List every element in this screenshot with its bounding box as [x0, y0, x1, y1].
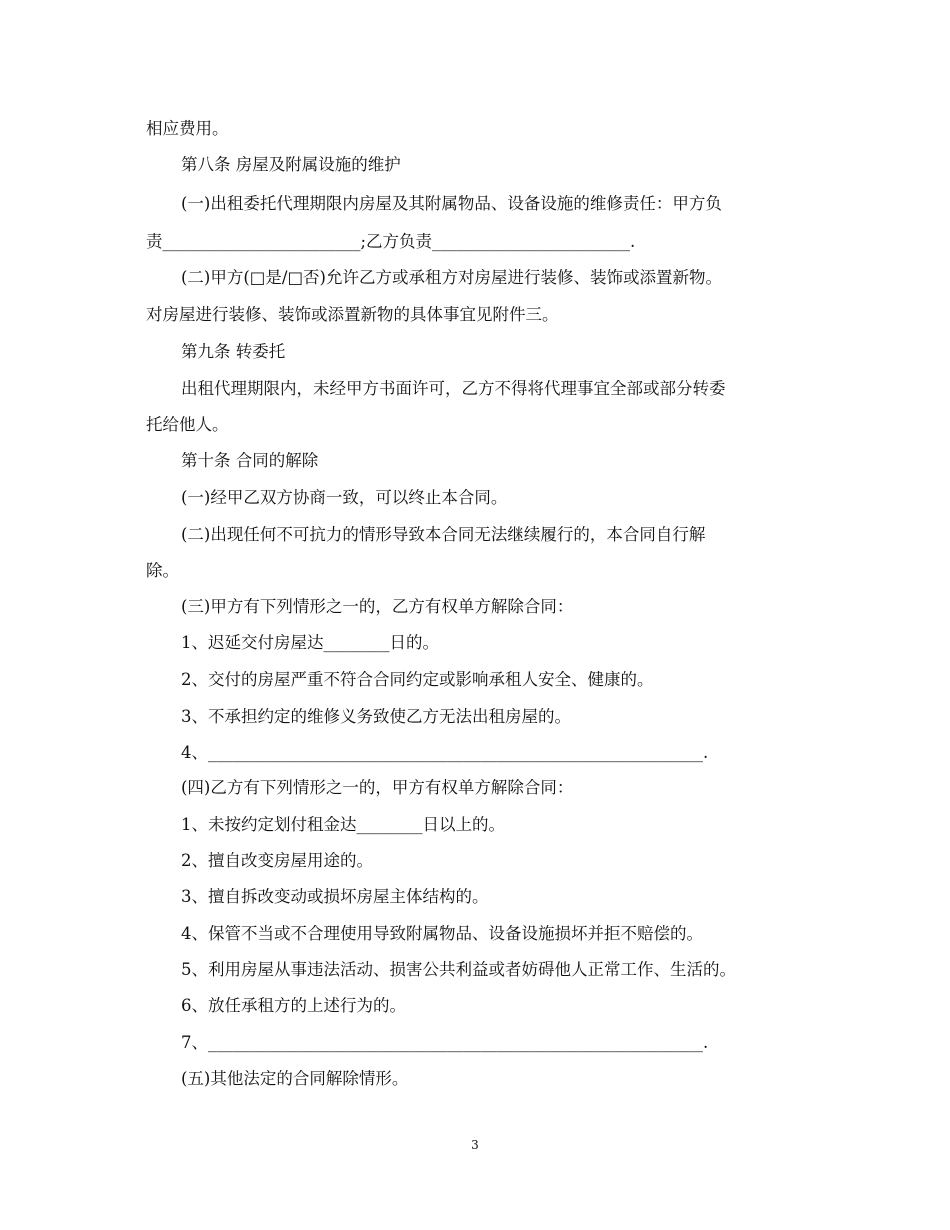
paragraph-line: (四)乙方有下列情形之一的，甲方有权单方解除合同：: [181, 778, 574, 797]
list-item: 3、不承担约定的维修义务致使乙方无法出租房屋的。: [181, 707, 571, 726]
list-item: 1、迟延交付房屋达________日的。: [181, 633, 439, 652]
list-item: 3、擅自拆改变动或损坏房屋主体结构的。: [181, 887, 489, 906]
paragraph-line: (三)甲方有下列情形之一的，乙方有权单方解除合同：: [181, 597, 574, 616]
paragraph-line: (五)其他法定的合同解除情形。: [181, 1069, 409, 1088]
paragraph-line: (一)出租委托代理期限内房屋及其附属物品、设备设施的维修责任：甲方负: [181, 194, 722, 213]
list-item: 5、利用房屋从事违法活动、损害公共利益或者妨碍他人正常工作、生活的。: [181, 960, 736, 979]
list-item: 6、放任承租方的上述行为的。: [181, 996, 406, 1015]
list-item: 2、擅自改变房屋用途的。: [181, 851, 373, 870]
section-heading-article-10: 第十条 合同的解除: [181, 451, 319, 470]
paragraph-line: (二)甲方(□是/□否)允许乙方或承租方对房屋进行装修、装饰或添置新物。: [181, 268, 722, 287]
page-number: 3: [471, 1138, 479, 1152]
list-item: 4、保管不当或不合理使用导致附属物品、设备设施损坏并拒不赔偿的。: [181, 924, 703, 943]
paragraph-line: 出租代理期限内，未经甲方书面许可，乙方不得将代理事宜全部或部分转委: [181, 379, 726, 398]
list-item: 4、____________________________________________________________.: [181, 743, 709, 762]
paragraph-line: 对房屋进行装修、装饰或添置新物的具体事宜见附件三。: [146, 305, 559, 324]
paragraph-line: 托给他人。: [146, 415, 229, 434]
section-heading-article-8: 第八条 房屋及附属设施的维护: [181, 155, 401, 174]
paragraph-line: 相应费用。: [146, 119, 229, 138]
paragraph-line: (二)出现任何不可抗力的情形导致本合同无法继续履行的，本合同自行解: [181, 525, 706, 544]
paragraph-line: 除。: [146, 561, 179, 580]
paragraph-line: 责________________________;乙方负责________________________.: [146, 232, 636, 251]
list-item: 1、未按约定划付租金达________日以上的。: [181, 815, 505, 834]
list-item: 2、交付的房屋严重不符合合同约定或影响承租人安全、健康的。: [181, 670, 654, 689]
list-item: 7、____________________________________________________________.: [181, 1033, 709, 1052]
section-heading-article-9: 第九条 转委托: [181, 342, 286, 361]
paragraph-line: (一)经甲乙双方协商一致，可以终止本合同。: [181, 488, 508, 507]
